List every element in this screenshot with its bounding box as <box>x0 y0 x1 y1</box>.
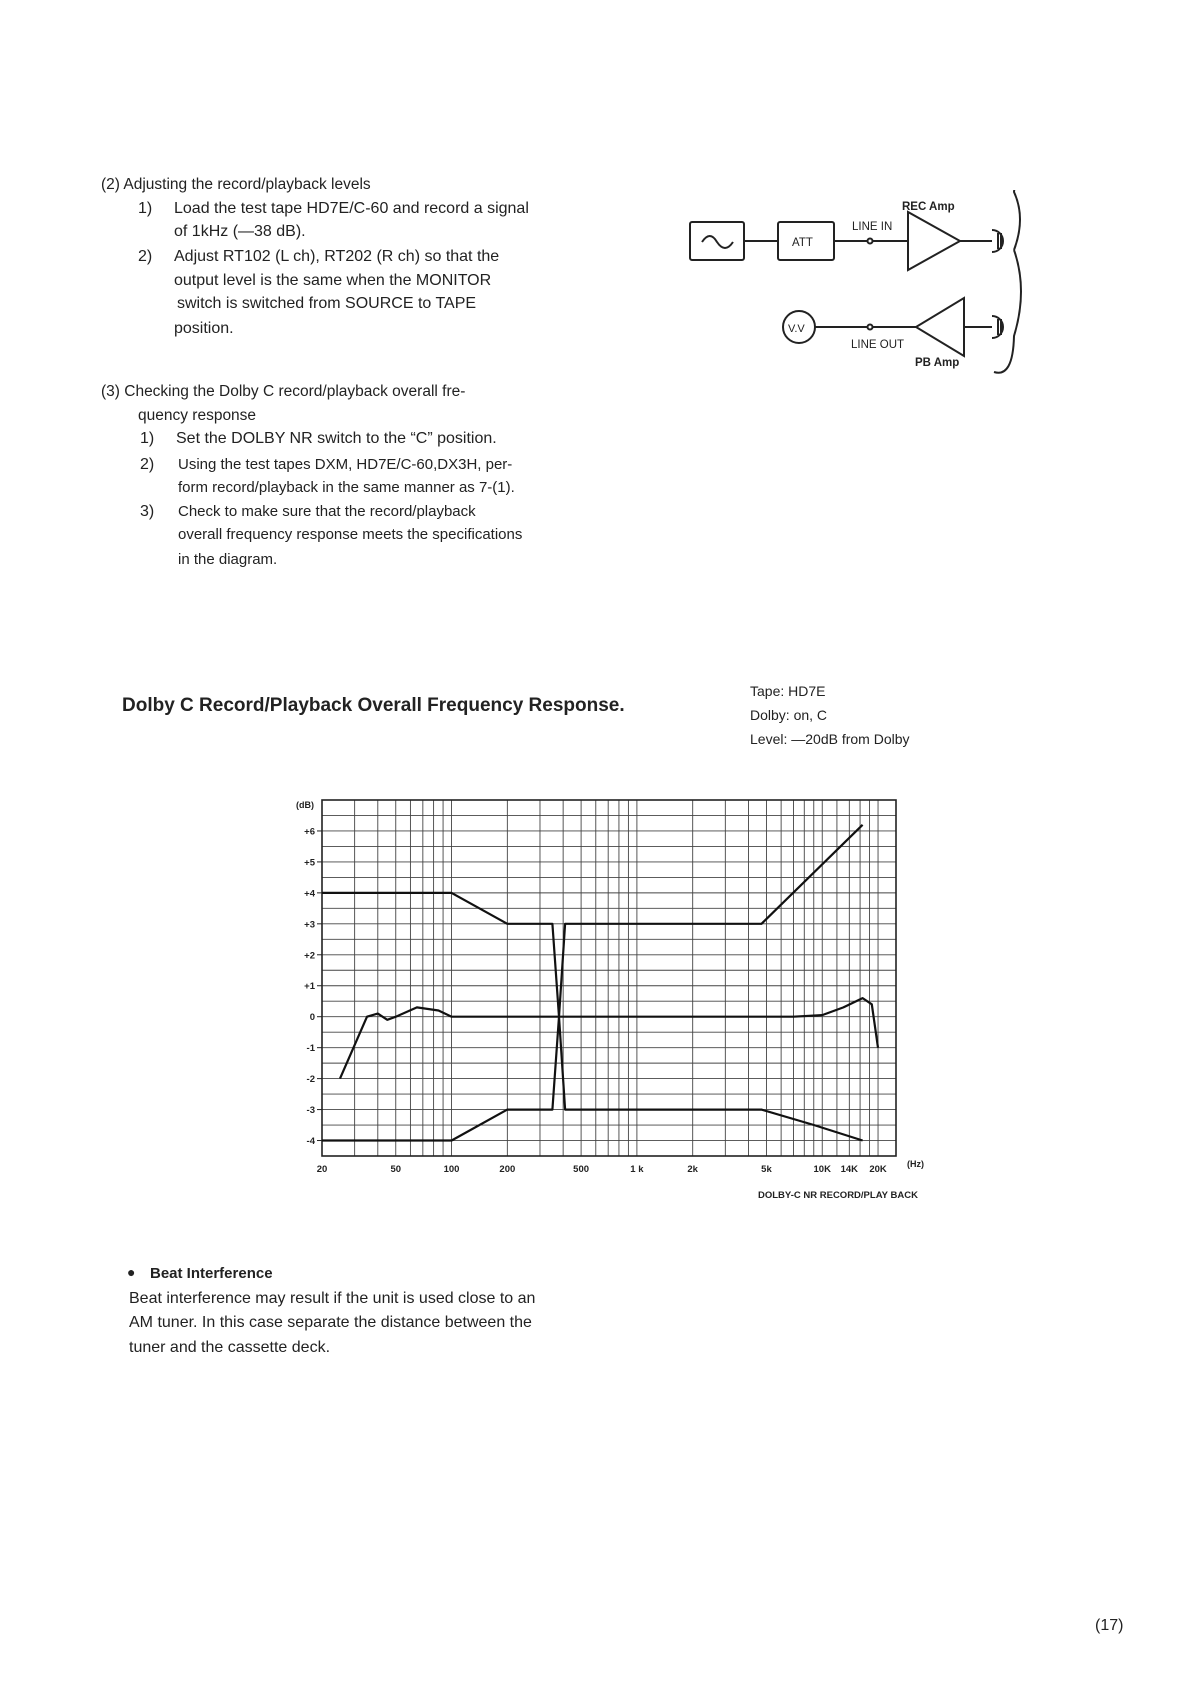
beat-text: AM tuner. In this case separate the distance between the <box>129 1314 532 1331</box>
step-text: Set the DOLBY NR switch to the “C” position. <box>176 430 497 447</box>
step-text: overall frequency response meets the specifications <box>178 526 523 543</box>
frequency-response-chart <box>280 790 940 1210</box>
dolby-condition: Dolby: on, C <box>750 707 828 723</box>
section-3-heading: quency response <box>138 407 257 424</box>
x-tick-label: 200 <box>499 1164 516 1175</box>
beat-text: Beat interference may result if the unit is used close to an <box>129 1290 536 1307</box>
x-tick-label: 14K <box>840 1164 859 1175</box>
x-tick-label: 20K <box>869 1164 887 1175</box>
step-text: position. <box>174 320 234 337</box>
y-tick-label: 0 <box>309 1012 315 1024</box>
section-2-heading: (2) Adjusting the record/playback levels <box>101 176 371 193</box>
chart-grid <box>322 800 896 1156</box>
y-tick-label: -2 <box>306 1074 315 1086</box>
y-tick-label: -1 <box>306 1043 315 1055</box>
step-text: form record/playback in the same manner as 7-(1). <box>178 479 515 496</box>
y-tick-label: +4 <box>304 888 315 900</box>
step-text: output level is the same when the MONITOR <box>174 272 492 289</box>
rec-amp-triangle <box>908 212 960 270</box>
tape-path <box>1014 190 1036 250</box>
step-number: 2) <box>138 248 153 265</box>
tape-condition: Tape: HD7E <box>750 683 826 699</box>
vv-label: V.V <box>788 323 805 335</box>
chart-title: Dolby C Record/Playback Overall Frequency Response. <box>122 695 625 716</box>
step-text: Load the test tape HD7E/C-60 and record a signal <box>174 200 529 217</box>
bullet-icon: ● <box>127 1264 136 1280</box>
step-number: 3) <box>140 503 155 520</box>
y-tick-label: -3 <box>306 1105 315 1117</box>
x-tick-label: 5k <box>761 1164 772 1175</box>
rec-amp-label: REC Amp <box>902 201 955 213</box>
step-number: 1) <box>138 200 153 217</box>
step-text: Check to make sure that the record/playback <box>178 503 476 520</box>
y-tick-label: +3 <box>304 919 315 931</box>
pb-amp-triangle <box>916 298 964 356</box>
line-out-jack <box>868 325 873 330</box>
x-tick-label: 100 <box>443 1164 460 1175</box>
att-label: ATT <box>792 237 813 249</box>
y-tick-label: +5 <box>304 857 315 869</box>
test-setup-diagram <box>680 190 1080 390</box>
x-tick-label: 20 <box>316 1164 328 1175</box>
chart-series <box>322 825 878 1141</box>
level-condition: Level: —20dB from Dolby <box>750 731 910 747</box>
step-text: Using the test tapes DXM, HD7E/C-60,DX3H, per- <box>178 456 513 473</box>
beat-text: tuner and the cassette deck. <box>129 1339 331 1356</box>
tape-path <box>994 250 1021 373</box>
y-tick-label: -4 <box>306 1136 315 1148</box>
step-number: 2) <box>140 456 155 473</box>
line-in-jack <box>868 239 873 244</box>
step-text: switch is switched from SOURCE to TAPE <box>177 295 477 312</box>
chart-caption: DOLBY-C NR RECORD/PLAY BACK <box>758 1190 918 1201</box>
section-3-heading: (3) Checking the Dolby C record/playback overall fre- <box>101 383 466 400</box>
x-tick-label: 500 <box>573 1164 590 1175</box>
y-tick-label: +2 <box>304 950 315 962</box>
x-tick-label: 50 <box>390 1164 402 1175</box>
y-tick-label: +6 <box>304 826 315 838</box>
pb-amp-label: PB Amp <box>915 357 960 369</box>
line-in-label: LINE IN <box>852 221 893 233</box>
plot-frame <box>322 800 896 1156</box>
beat-heading: Beat Interference <box>150 1265 273 1282</box>
x-tick-label: 2k <box>687 1164 698 1175</box>
step-text: of 1kHz (—38 dB). <box>174 223 306 240</box>
y-axis-unit: (dB) <box>296 800 314 810</box>
page-number: (17) <box>1095 1617 1124 1634</box>
line-out-label: LINE OUT <box>851 339 905 351</box>
y-tick-label: +1 <box>304 981 315 993</box>
x-axis-unit: (Hz) <box>907 1159 924 1169</box>
series-line-3 <box>340 998 878 1079</box>
step-number: 1) <box>140 430 155 447</box>
x-tick-label: 1 k <box>630 1164 644 1175</box>
step-text: Adjust RT102 (L ch), RT202 (R ch) so that the <box>174 248 500 265</box>
step-text: in the diagram. <box>178 551 278 568</box>
sine-wave-icon <box>702 236 733 248</box>
x-tick-label: 10K <box>813 1164 831 1175</box>
